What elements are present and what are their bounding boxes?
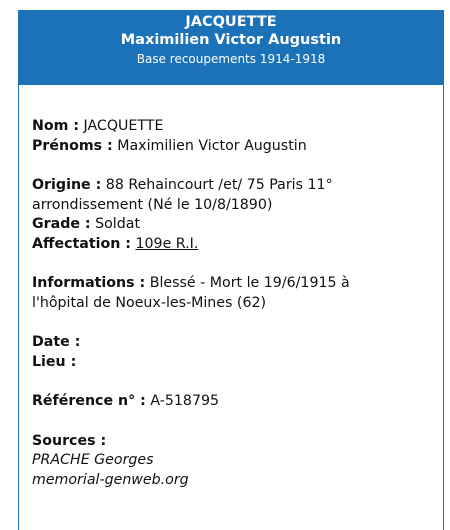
nom-row <box>32 117 443 137</box>
informations-row <box>32 274 443 313</box>
reference-row <box>32 392 443 412</box>
affectation-label: Affectation : <box>32 235 131 252</box>
informations-label: Informations : <box>32 275 146 291</box>
nom-value: JACQUETTE <box>83 118 164 134</box>
date-label: Date : <box>32 334 81 350</box>
sources-author: PRACHE Georges <box>32 452 154 468</box>
record-header <box>19 11 443 85</box>
date-row <box>32 333 443 353</box>
prenoms-row <box>32 137 443 157</box>
prenoms-value: Maximilien Victor Augustin <box>117 137 307 154</box>
affectation-link[interactable]: 109e R.I. <box>135 235 199 252</box>
lieu-row <box>32 353 443 373</box>
sources-row <box>32 432 443 491</box>
origine-label: Origine : <box>32 177 102 193</box>
lieu-label: Lieu : <box>32 353 77 370</box>
sources-label: Sources : <box>32 432 107 449</box>
reference-value: A-518795 <box>150 393 220 409</box>
origine-row <box>32 176 443 215</box>
prenoms-label: Prénoms : <box>32 137 113 154</box>
grade-row <box>32 215 443 235</box>
header-database: Base recoupements 1914-1918 <box>136 52 326 66</box>
sources-website: memorial-genweb.org <box>32 471 189 488</box>
origine-value-line2: arrondissement (Né le 10/8/1890) <box>32 196 273 213</box>
nom-label: Nom : <box>32 118 80 134</box>
grade-value: Soldat <box>95 216 141 232</box>
reference-label: Référence n° : <box>32 393 146 409</box>
record-body <box>19 85 443 490</box>
informations-value-line2: l'hôpital de Noeux-les-Mines (62) <box>32 294 267 311</box>
header-given-names: Maximilien Victor Augustin <box>120 32 342 48</box>
origine-value-line1: 88 Rehaincourt /et/ 75 Paris 11° <box>105 177 333 193</box>
header-surname: JACQUETTE <box>185 14 277 30</box>
record-card <box>18 10 444 530</box>
grade-label: Grade : <box>32 216 91 232</box>
informations-value-line1: Blessé - Mort le 19/6/1915 à <box>149 275 350 291</box>
affectation-row <box>32 235 443 255</box>
